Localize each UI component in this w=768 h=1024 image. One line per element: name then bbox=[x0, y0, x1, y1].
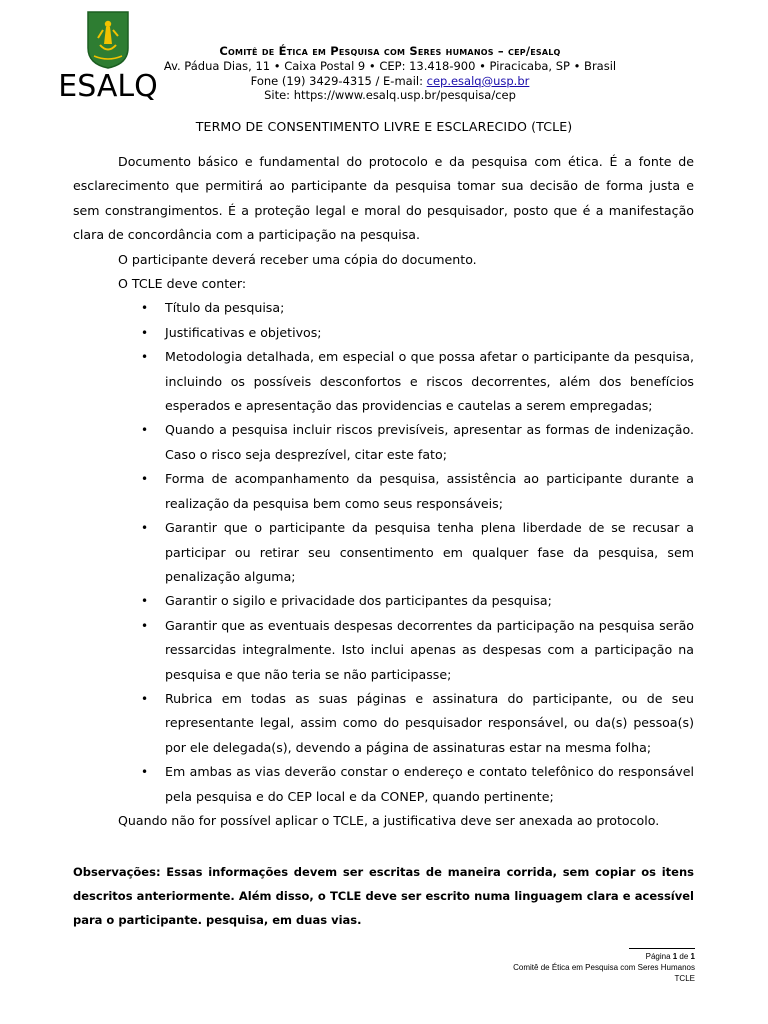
list-intro: O TCLE deve conter: bbox=[118, 276, 247, 292]
bullet-icon: • bbox=[141, 472, 149, 487]
letterhead bbox=[160, 44, 620, 103]
email-link[interactable]: cep.esalq@usp.br bbox=[426, 73, 530, 88]
esalq-logo bbox=[52, 10, 164, 104]
intro-paragraph: Documento básico e fundamental do protocolo e da pesquisa com ética. É a fonte de esclarecimento que permitirá ao participante da pesquisa tomar sua decisão de forma justa e sem constrangimentos. É a proteção legal e moral do pesquisador, posto que é a manifestação clara de concordância com a participação na pesquisa. bbox=[73, 154, 694, 243]
document-title: TERMO DE CONSENTIMENTO LIVRE E ESCLARECIDO (TCLE) bbox=[195, 119, 573, 134]
bullet-icon: • bbox=[141, 521, 149, 536]
footer-committee: Comitê de Ética em Pesquisa com Seres Humanos bbox=[513, 963, 695, 972]
bullet-icon: • bbox=[141, 325, 149, 340]
list-item: • Garantir que o participante da pesquisa tenha plena liberdade de se recusar a participar ou retirar seu consentimento em qualquer fase da pesquisa, sem penalização alguma; bbox=[73, 516, 694, 589]
site-line: Site: https://www.esalq.usp.br/pesquisa/cep bbox=[264, 88, 516, 103]
list-item: • Metodologia detalhada, em especial o que possa afetar o participante da pesquisa, incluindo os possíveis desconfortos e riscos decorrentes, além dos benefícios esperados e apresentação das providencias e cautelas a serem empregadas; bbox=[73, 345, 694, 418]
bullet-icon: • bbox=[141, 350, 149, 365]
bullet-icon: • bbox=[141, 594, 149, 609]
list-item: • Garantir o sigilo e privacidade dos participantes da pesquisa; bbox=[73, 589, 694, 613]
page-number: Página 1 de 1 bbox=[645, 952, 695, 961]
list-item: • Garantir que as eventuais despesas decorrentes da participação na pesquisa serão ressarcidas integralmente. Isto inclui apenas as despesas com a participação na pesquisa e que não teria se não participasse; bbox=[73, 614, 694, 687]
closing-line: Quando não for possível aplicar o TCLE, a justificativa deve ser anexada ao protocolo. bbox=[118, 812, 660, 828]
phone-text: Fone (19) 3429-4315 / E-mail: bbox=[250, 73, 427, 88]
requirements-list bbox=[73, 296, 694, 809]
observations-note: Observações: Essas informações devem ser escritas de maneira corrida, sem copiar os itens descritos anteriormente. Além disso, o TCLE deve ser escrito numa linguagem clara e acessível para o participante. pesquisa, em duas vias. bbox=[73, 865, 694, 928]
list-item: • Justificativas e objetivos; bbox=[73, 321, 694, 345]
list-item: • Forma de acompanhamento da pesquisa, assistência ao participante durante a realização da pesquisa bem como seus responsáveis; bbox=[73, 467, 694, 516]
bullet-icon: • bbox=[141, 691, 149, 706]
address-line: Av. Pádua Dias, 11 • Caixa Postal 9 • CEP: 13.418-900 • Piracicaba, SP • Brasil bbox=[163, 58, 617, 73]
footer-rule bbox=[629, 948, 695, 949]
bullet-icon: • bbox=[141, 301, 149, 316]
list-item: • Quando a pesquisa incluir riscos previsíveis, apresentar as formas de indenização. Caso o risco seja desprezível, citar este fato; bbox=[73, 418, 694, 467]
shield-icon bbox=[86, 10, 130, 70]
committee-name: Comitê de Ética em Pesquisa com Seres humanos – cep/esalq bbox=[219, 44, 561, 58]
logo-text: ESALQ bbox=[58, 69, 158, 104]
contact-line bbox=[160, 74, 620, 89]
list-item: • Rubrica em todas as suas páginas e assinatura do participante, ou de seu representante legal, assim como do pesquisador responsável, ou da(s) pessoa(s) por ele delegada(s), devendo a página de assinaturas estar na mesma folha; bbox=[73, 687, 694, 760]
bullet-icon: • bbox=[141, 423, 149, 438]
bullet-icon: • bbox=[141, 765, 149, 780]
document-body bbox=[73, 150, 694, 833]
list-item: • Em ambas as vias deverão constar o endereço e contato telefônico do responsável pela pesquisa e do CEP local e da CONEP, quando pertinente; bbox=[73, 760, 694, 809]
page-footer bbox=[513, 948, 695, 984]
copy-line: O participante deverá receber uma cópia do documento. bbox=[118, 251, 477, 267]
footer-doc: TCLE bbox=[674, 974, 695, 983]
list-item: • Título da pesquisa; bbox=[73, 296, 694, 320]
bullet-icon: • bbox=[141, 618, 149, 633]
